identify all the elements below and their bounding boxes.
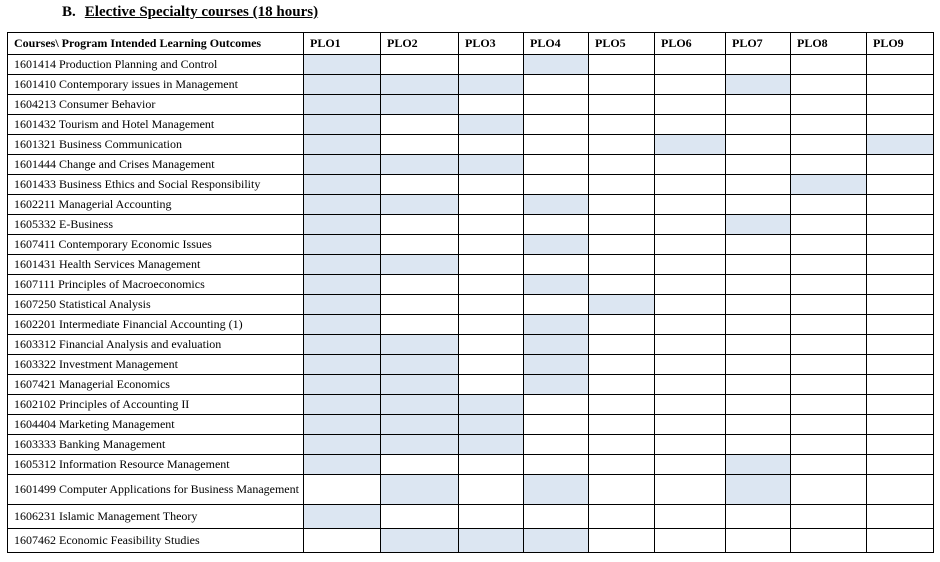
plo-cell-marked — [524, 55, 589, 75]
plo-cell-empty — [791, 335, 867, 355]
plo-cell-empty — [791, 455, 867, 475]
table-row — [8, 435, 934, 455]
plo-cell-marked — [524, 355, 589, 375]
plo-cell-marked — [304, 505, 381, 529]
plo-cell-empty — [589, 55, 655, 75]
plo-cell-empty — [867, 529, 934, 553]
course-name: 1601432 Tourism and Hotel Management — [8, 115, 304, 135]
plo-cell-empty — [459, 195, 524, 215]
plo-cell-empty — [304, 475, 381, 505]
plo-cell-empty — [867, 505, 934, 529]
course-name: 1602201 Intermediate Financial Accounting (1) — [8, 315, 304, 335]
plo-header-5: PLO5 — [589, 33, 655, 55]
plo-cell-empty — [791, 395, 867, 415]
plo-cell-empty — [589, 475, 655, 505]
plo-cell-marked — [304, 235, 381, 255]
plo-cell-empty — [726, 435, 791, 455]
plo-cell-marked — [381, 435, 459, 455]
plo-cell-marked — [304, 215, 381, 235]
plo-cell-empty — [726, 375, 791, 395]
course-name: 1601444 Change and Crises Management — [8, 155, 304, 175]
course-name: 1603322 Investment Management — [8, 355, 304, 375]
plo-cell-empty — [655, 155, 726, 175]
plo-cell-empty — [867, 115, 934, 135]
table-row — [8, 55, 934, 75]
plo-cell-empty — [867, 415, 934, 435]
plo-cell-empty — [655, 355, 726, 375]
plo-cell-marked — [304, 255, 381, 275]
plo-cell-empty — [867, 475, 934, 505]
plo-cell-marked — [304, 315, 381, 335]
plo-cell-marked — [304, 135, 381, 155]
plo-cell-empty — [459, 335, 524, 355]
plo-cell-marked — [459, 415, 524, 435]
plo-cell-empty — [381, 55, 459, 75]
plo-cell-marked — [726, 455, 791, 475]
plo-cell-marked — [726, 215, 791, 235]
plo-cell-empty — [381, 505, 459, 529]
course-name: 1604213 Consumer Behavior — [8, 95, 304, 115]
plo-cell-marked — [524, 235, 589, 255]
plo-cell-empty — [655, 255, 726, 275]
plo-cell-empty — [381, 275, 459, 295]
plo-cell-empty — [459, 475, 524, 505]
plo-cell-empty — [459, 375, 524, 395]
plo-cell-empty — [655, 395, 726, 415]
plo-cell-marked — [381, 255, 459, 275]
plo-cell-empty — [655, 235, 726, 255]
plo-cell-empty — [791, 375, 867, 395]
plo-cell-empty — [524, 95, 589, 115]
plo-cell-empty — [791, 295, 867, 315]
plo-cell-empty — [791, 155, 867, 175]
plo-cell-empty — [726, 315, 791, 335]
plo-cell-empty — [589, 235, 655, 255]
plo-cell-marked — [459, 395, 524, 415]
plo-cell-marked — [304, 435, 381, 455]
plo-header-8: PLO8 — [791, 33, 867, 55]
plo-cell-empty — [726, 255, 791, 275]
plo-cell-empty — [867, 435, 934, 455]
plo-cell-marked — [304, 115, 381, 135]
plo-cell-empty — [655, 295, 726, 315]
plo-cell-empty — [589, 395, 655, 415]
plo-cell-empty — [867, 215, 934, 235]
plo-cell-empty — [726, 55, 791, 75]
plo-cell-marked — [304, 355, 381, 375]
course-name: 1605332 E-Business — [8, 215, 304, 235]
plo-cell-empty — [459, 55, 524, 75]
plo-cell-empty — [726, 295, 791, 315]
plo-cell-marked — [381, 395, 459, 415]
plo-cell-empty — [381, 315, 459, 335]
plo-cell-empty — [524, 135, 589, 155]
plo-cell-empty — [791, 529, 867, 553]
plo-cell-marked — [459, 529, 524, 553]
plo-cell-empty — [459, 175, 524, 195]
plo-cell-empty — [726, 115, 791, 135]
plo-cell-empty — [655, 375, 726, 395]
table-row — [8, 195, 934, 215]
plo-cell-empty — [589, 75, 655, 95]
plo-cell-marked — [304, 175, 381, 195]
plo-cell-empty — [726, 395, 791, 415]
table-row — [8, 529, 934, 553]
table-row — [8, 75, 934, 95]
plo-cell-empty — [459, 95, 524, 115]
plo-cell-marked — [524, 315, 589, 335]
plo-cell-empty — [655, 275, 726, 295]
table-row — [8, 155, 934, 175]
plo-cell-empty — [381, 455, 459, 475]
plo-cell-empty — [867, 375, 934, 395]
plo-cell-empty — [867, 355, 934, 375]
course-name: 1607250 Statistical Analysis — [8, 295, 304, 315]
section-heading — [62, 4, 318, 21]
plo-cell-empty — [655, 455, 726, 475]
plo-cell-marked — [381, 375, 459, 395]
table-row — [8, 135, 934, 155]
table-row — [8, 455, 934, 475]
plo-cell-empty — [791, 415, 867, 435]
plo-cell-empty — [867, 455, 934, 475]
table-row — [8, 315, 934, 335]
plo-cell-empty — [726, 235, 791, 255]
plo-cell-marked — [304, 295, 381, 315]
plo-cell-marked — [655, 135, 726, 155]
plo-cell-marked — [381, 95, 459, 115]
plo-cell-empty — [381, 135, 459, 155]
plo-cell-marked — [524, 335, 589, 355]
header-row — [8, 33, 934, 55]
plo-cell-marked — [381, 195, 459, 215]
plo-cell-empty — [867, 75, 934, 95]
plo-cell-empty — [589, 375, 655, 395]
plo-cell-empty — [867, 55, 934, 75]
table-body — [8, 55, 934, 553]
plo-cell-empty — [726, 135, 791, 155]
plo-cell-marked — [304, 395, 381, 415]
table-row — [8, 175, 934, 195]
plo-header-3: PLO3 — [459, 33, 524, 55]
plo-cell-empty — [589, 255, 655, 275]
plo-cell-empty — [589, 175, 655, 195]
plo-cell-marked — [304, 55, 381, 75]
table-row — [8, 395, 934, 415]
plo-cell-marked — [381, 475, 459, 505]
course-name: 1603333 Banking Management — [8, 435, 304, 455]
table-row — [8, 235, 934, 255]
plo-cell-marked — [304, 155, 381, 175]
plo-cell-empty — [524, 435, 589, 455]
plo-cell-empty — [381, 115, 459, 135]
plo-cell-empty — [589, 115, 655, 135]
course-name: 1601499 Computer Applications for Business Management — [8, 475, 304, 505]
table-row — [8, 115, 934, 135]
plo-cell-empty — [791, 315, 867, 335]
plo-cell-empty — [867, 155, 934, 175]
plo-cell-empty — [791, 95, 867, 115]
plo-cell-empty — [524, 295, 589, 315]
plo-cell-empty — [589, 355, 655, 375]
plo-cell-empty — [381, 215, 459, 235]
plo-cell-empty — [791, 55, 867, 75]
plo-cell-empty — [791, 435, 867, 455]
plo-cell-empty — [867, 95, 934, 115]
plo-header-1: PLO1 — [304, 33, 381, 55]
plo-cell-empty — [867, 395, 934, 415]
plo-cell-marked — [726, 475, 791, 505]
plo-cell-empty — [726, 175, 791, 195]
plo-cell-empty — [726, 415, 791, 435]
plo-cell-marked — [304, 335, 381, 355]
plo-header-7: PLO7 — [726, 33, 791, 55]
plo-header-6: PLO6 — [655, 33, 726, 55]
plo-cell-empty — [655, 435, 726, 455]
plo-cell-empty — [381, 295, 459, 315]
plo-cell-marked — [459, 435, 524, 455]
course-name: 1601431 Health Services Management — [8, 255, 304, 275]
course-name: 1601433 Business Ethics and Social Responsibility — [8, 175, 304, 195]
plo-cell-marked — [304, 375, 381, 395]
plo-cell-empty — [791, 355, 867, 375]
plo-mapping-table — [7, 32, 934, 553]
course-name: 1607111 Principles of Macroeconomics — [8, 275, 304, 295]
plo-cell-empty — [655, 175, 726, 195]
plo-cell-empty — [867, 195, 934, 215]
course-name: 1601410 Contemporary issues in Management — [8, 75, 304, 95]
plo-cell-empty — [867, 275, 934, 295]
plo-cell-empty — [655, 335, 726, 355]
plo-cell-empty — [791, 505, 867, 529]
plo-cell-marked — [589, 295, 655, 315]
plo-cell-empty — [726, 95, 791, 115]
plo-cell-empty — [524, 455, 589, 475]
course-name: 1601321 Business Communication — [8, 135, 304, 155]
plo-cell-empty — [524, 255, 589, 275]
plo-cell-empty — [791, 235, 867, 255]
plo-cell-marked — [524, 375, 589, 395]
plo-cell-empty — [726, 195, 791, 215]
plo-cell-empty — [791, 195, 867, 215]
plo-cell-empty — [459, 275, 524, 295]
plo-cell-empty — [655, 475, 726, 505]
course-name: 1601414 Production Planning and Control — [8, 55, 304, 75]
plo-cell-marked — [524, 529, 589, 553]
plo-cell-empty — [791, 475, 867, 505]
plo-cell-empty — [726, 529, 791, 553]
plo-cell-empty — [589, 505, 655, 529]
plo-cell-empty — [726, 155, 791, 175]
plo-cell-empty — [589, 135, 655, 155]
plo-cell-empty — [589, 95, 655, 115]
plo-cell-empty — [589, 155, 655, 175]
plo-cell-empty — [726, 275, 791, 295]
plo-cell-marked — [381, 415, 459, 435]
plo-cell-empty — [726, 355, 791, 375]
plo-cell-empty — [655, 215, 726, 235]
table-row — [8, 95, 934, 115]
corner-header: Courses\ Program Intended Learning Outcomes — [8, 33, 304, 55]
table-row — [8, 355, 934, 375]
plo-cell-empty — [589, 455, 655, 475]
course-name: 1604404 Marketing Management — [8, 415, 304, 435]
plo-cell-marked — [304, 95, 381, 115]
plo-cell-empty — [459, 315, 524, 335]
plo-cell-marked — [524, 195, 589, 215]
course-name: 1607411 Contemporary Economic Issues — [8, 235, 304, 255]
plo-cell-empty — [524, 155, 589, 175]
plo-cell-empty — [655, 115, 726, 135]
plo-cell-marked — [524, 475, 589, 505]
plo-cell-empty — [524, 175, 589, 195]
plo-cell-marked — [381, 529, 459, 553]
table-row — [8, 475, 934, 505]
plo-cell-empty — [524, 115, 589, 135]
plo-cell-empty — [655, 505, 726, 529]
plo-cell-empty — [867, 235, 934, 255]
plo-cell-empty — [459, 235, 524, 255]
plo-header-2: PLO2 — [381, 33, 459, 55]
plo-cell-empty — [381, 175, 459, 195]
plo-cell-marked — [459, 75, 524, 95]
plo-cell-empty — [791, 275, 867, 295]
section-title: Elective Specialty courses (18 hours) — [84, 4, 319, 20]
plo-cell-marked — [867, 135, 934, 155]
plo-cell-marked — [304, 415, 381, 435]
plo-cell-empty — [655, 55, 726, 75]
plo-cell-marked — [524, 275, 589, 295]
plo-cell-empty — [791, 135, 867, 155]
table-row — [8, 295, 934, 315]
table-row — [8, 215, 934, 235]
plo-header-9: PLO9 — [867, 33, 934, 55]
plo-cell-marked — [381, 75, 459, 95]
plo-header-4: PLO4 — [524, 33, 589, 55]
plo-cell-empty — [791, 115, 867, 135]
table-row — [8, 335, 934, 355]
plo-cell-empty — [655, 529, 726, 553]
plo-cell-marked — [459, 115, 524, 135]
plo-cell-empty — [524, 395, 589, 415]
plo-cell-empty — [459, 355, 524, 375]
plo-cell-empty — [589, 335, 655, 355]
plo-cell-empty — [655, 315, 726, 335]
plo-cell-marked — [726, 75, 791, 95]
course-name: 1607462 Economic Feasibility Studies — [8, 529, 304, 553]
plo-cell-empty — [867, 295, 934, 315]
plo-cell-marked — [459, 155, 524, 175]
plo-cell-empty — [791, 215, 867, 235]
plo-cell-empty — [524, 215, 589, 235]
plo-cell-marked — [304, 75, 381, 95]
plo-cell-empty — [381, 235, 459, 255]
plo-cell-empty — [726, 335, 791, 355]
plo-cell-marked — [304, 275, 381, 295]
table-row — [8, 505, 934, 529]
plo-cell-marked — [791, 175, 867, 195]
table-row — [8, 375, 934, 395]
plo-cell-marked — [381, 155, 459, 175]
plo-cell-empty — [589, 415, 655, 435]
plo-cell-empty — [589, 215, 655, 235]
plo-cell-marked — [381, 335, 459, 355]
plo-cell-empty — [655, 415, 726, 435]
plo-cell-empty — [459, 215, 524, 235]
plo-cell-marked — [304, 195, 381, 215]
plo-cell-marked — [304, 455, 381, 475]
plo-cell-empty — [589, 315, 655, 335]
plo-cell-empty — [791, 75, 867, 95]
plo-cell-empty — [867, 175, 934, 195]
table-row — [8, 275, 934, 295]
plo-cell-empty — [589, 529, 655, 553]
plo-cell-empty — [726, 505, 791, 529]
plo-cell-empty — [524, 75, 589, 95]
plo-cell-empty — [589, 435, 655, 455]
plo-cell-empty — [459, 295, 524, 315]
plo-cell-empty — [459, 255, 524, 275]
plo-cell-empty — [655, 195, 726, 215]
plo-cell-empty — [459, 455, 524, 475]
plo-cell-empty — [459, 505, 524, 529]
table-row — [8, 255, 934, 275]
plo-cell-empty — [589, 195, 655, 215]
plo-cell-empty — [589, 275, 655, 295]
plo-cell-empty — [655, 75, 726, 95]
course-name: 1607421 Managerial Economics — [8, 375, 304, 395]
plo-cell-empty — [867, 335, 934, 355]
table-row — [8, 415, 934, 435]
plo-cell-empty — [867, 255, 934, 275]
plo-cell-empty — [524, 415, 589, 435]
section-letter: B. — [62, 4, 76, 20]
course-name: 1605312 Information Resource Management — [8, 455, 304, 475]
course-name: 1602211 Managerial Accounting — [8, 195, 304, 215]
plo-cell-empty — [655, 95, 726, 115]
course-name: 1602102 Principles of Accounting II — [8, 395, 304, 415]
course-name: 1603312 Financial Analysis and evaluation — [8, 335, 304, 355]
plo-cell-empty — [304, 529, 381, 553]
plo-cell-marked — [381, 355, 459, 375]
plo-cell-empty — [867, 315, 934, 335]
plo-cell-empty — [459, 135, 524, 155]
course-name: 1606231 Islamic Management Theory — [8, 505, 304, 529]
plo-cell-empty — [524, 505, 589, 529]
plo-cell-empty — [791, 255, 867, 275]
